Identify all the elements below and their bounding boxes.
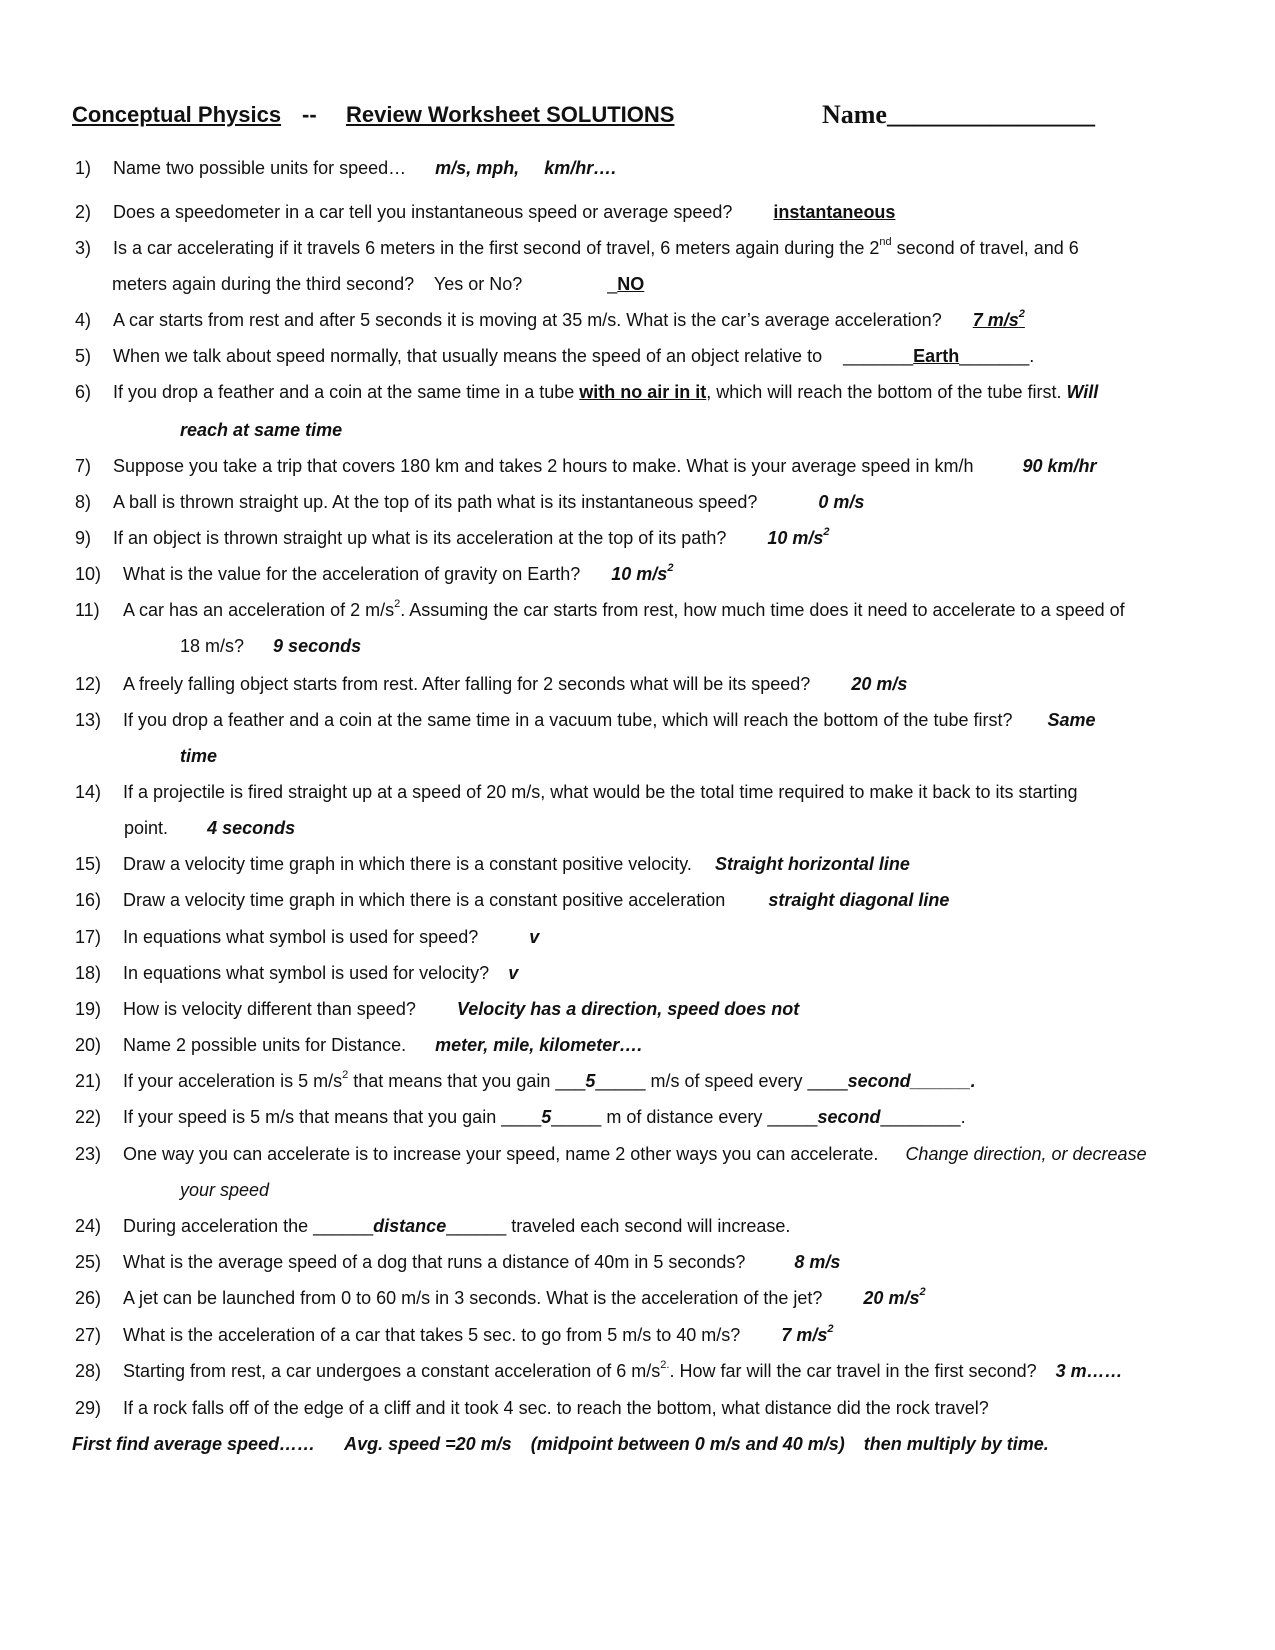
answer-4: 7 $m/s^2$: [972, 308, 1025, 330]
answer-19: Velocity has a direction, speed does not: [456, 999, 800, 1019]
question-25: 25) What is the average speed of a dog that runs a distance of 40m in 5 seconds? 8 m/s: [75, 1252, 841, 1272]
question-22: 22) If your speed is 5 m/s that means that you gain ____5_____ m of distance every _____second________.: [75, 1107, 966, 1127]
name-field: Name________________: [822, 100, 1095, 129]
answer-6: reach at same time: [180, 420, 343, 440]
answer-13-cont: time: [180, 746, 218, 766]
answer-15: Straight horizontal line: [714, 854, 910, 874]
answer-20: meter, mile, kilometer….: [435, 1035, 643, 1055]
answer-14: 4 seconds: [207, 818, 296, 838]
final-explanation: First find average speed…… Avg. speed =20 m/s (midpoint between 0 m/s and 40 m/s) then multiply by time.: [72, 1434, 1049, 1454]
question-15: 15) Draw a velocity time graph in which there is a constant positive velocity. Straight horizontal line: [75, 854, 910, 874]
question-20: 20) Name 2 possible units for Distance. meter, mile, kilometer….: [75, 1035, 643, 1055]
answer-24: distance: [373, 1216, 447, 1236]
question-17: 17) In equations what symbol is used for speed? v: [75, 927, 540, 947]
answer-23-cont: your speed: [180, 1180, 270, 1200]
answer-11: 9 seconds: [273, 636, 362, 656]
question-18: 18) In equations what symbol is used for velocity? v: [75, 963, 519, 983]
question-24: 24) During acceleration the ______distance______ traveled each second will increase.: [75, 1216, 791, 1236]
answer-28: 3 m……: [1055, 1361, 1123, 1381]
answer-2: instantaneous: [773, 202, 896, 222]
question-10: 10) What is the value for the acceleration of gravity on Earth? 10 $m/s^2$: [75, 562, 674, 584]
question-7: 7) Suppose you take a trip that covers 180 km and takes 2 hours to make. What is your average speed in km/h 90 km/hr: [75, 456, 1097, 476]
answer-23: Change direction, or decrease: [905, 1144, 1147, 1164]
question-4: 4) A car starts from rest and after 5 seconds it is moving at 35 m/s. What is the car’s average acceleration? 7 $m/s^2$: [75, 308, 1025, 330]
answer-8: 0 m/s: [818, 492, 865, 512]
answer-18: v: [508, 963, 519, 983]
answer-21b: second: [847, 1071, 911, 1091]
answer-25: 8 m/s: [794, 1252, 841, 1272]
question-14-line2: point. 4 seconds: [124, 818, 296, 838]
worksheet-title: Review Worksheet SOLUTIONS: [346, 102, 675, 127]
question-14: 14) If a projectile is fired straight up at a speed of 20 m/s, what would be the total time required to make it back to its starting: [75, 782, 1078, 802]
question-26: 26) A jet can be launched from 0 to 60 m/s in 3 seconds. What is the acceleration of the jet? 20 $m/s^2$: [75, 1286, 926, 1308]
answer-16: straight diagonal line: [768, 890, 950, 910]
answer-27: 7 $m/s^2$: [781, 1323, 834, 1345]
answer-17: v: [529, 927, 540, 947]
answer-3: NO: [617, 274, 645, 294]
question-5: 5) When we talk about speed normally, that usually means the speed of an object relative to _______Earth_______.: [75, 346, 1035, 366]
question-9: 9) If an object is thrown straight up what is its acceleration at the top of its path? 10 $m/s^2$: [75, 526, 830, 548]
header-separator: --: [302, 102, 317, 127]
course-title: Conceptual Physics: [72, 102, 282, 127]
question-3: 3) Is a car accelerating if it travels 6 meters in the first second of travel, 6 meters again during the 2nd second of travel, and 6: [75, 236, 1079, 258]
answer-13: Same: [1047, 710, 1096, 730]
answer-22a: 5: [541, 1107, 552, 1127]
question-29: 29) If a rock falls off of the edge of a cliff and it took 4 sec. to reach the bottom, what distance did the rock travel?: [75, 1398, 989, 1418]
question-27: 27) What is the acceleration of a car that takes 5 sec. to go from 5 m/s to 40 m/s? 7 $m/s^2$: [75, 1323, 834, 1345]
question-3-line2: meters again during the third second? Yes or No? _NO: [112, 274, 645, 294]
question-8: 8) A ball is thrown straight up. At the top of its path what is its instantaneous speed? 0 m/s: [75, 492, 865, 512]
answer-21a: 5: [585, 1071, 596, 1091]
question-11: 11) A car has an acceleration of 2 $m/s^2$. Assuming the car starts from rest, how much time does it need to accelerate to a speed of: [75, 598, 1125, 620]
answer-26: 20 $m/s^2$: [863, 1286, 926, 1308]
question-6: 6) If you drop a feather and a coin at the same time in a tube with no air in it, which will reach the bottom of the tube first. Will: [75, 382, 1099, 402]
answer-7: 90 km/hr: [1022, 456, 1097, 476]
question-12: 12) A freely falling object starts from rest. After falling for 2 seconds what will be its speed? 20 m/s: [75, 674, 908, 694]
question-28: 28) Starting from rest, a car undergoes a constant acceleration of 6 $m/s^{2.}$. How far will the car travel in the first second? 3 m……: [75, 1359, 1123, 1381]
answer-5: Earth: [913, 346, 960, 366]
question-11-line2: 18 m/s? 9 seconds: [180, 636, 362, 656]
question-2: 2) Does a speedometer in a car tell you instantaneous speed or average speed? instantaneous: [75, 202, 896, 222]
question-1: 1) Name two possible units for speed… m/s, mph, km/hr….: [75, 158, 617, 178]
question-16: 16) Draw a velocity time graph in which there is a constant positive acceleration straight diagonal line: [75, 890, 950, 910]
answer-1: m/s, mph, km/hr….: [435, 158, 617, 178]
question-21: 21) If your acceleration is 5 $m/s^2$ that means that you gain ___5_____ m/s of speed every ____second______.: [75, 1069, 976, 1091]
question-13: 13) If you drop a feather and a coin at the same time in a vacuum tube, which will reach the bottom of the tube first? Same: [75, 710, 1096, 730]
answer-22b: second: [817, 1107, 881, 1127]
answer-9: 10 $m/s^2$: [767, 526, 830, 548]
question-19: 19) How is velocity different than speed? Velocity has a direction, speed does not: [75, 999, 800, 1019]
answer-12: 20 m/s: [851, 674, 908, 694]
question-23: 23) One way you can accelerate is to increase your speed, name 2 other ways you can accelerate. Change direction, or decrease: [75, 1144, 1147, 1164]
answer-10: 10 $m/s^2$: [611, 562, 674, 584]
